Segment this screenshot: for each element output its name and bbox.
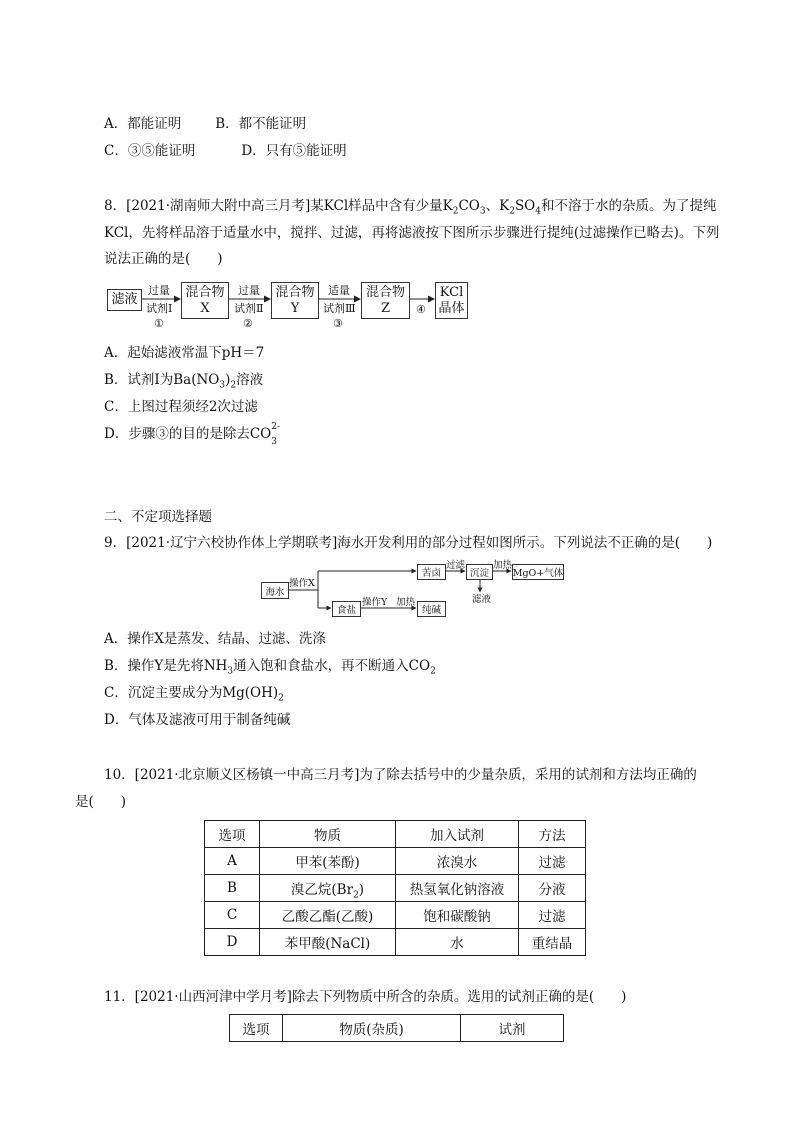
q9-precipitate-box: 沉淀	[466, 564, 493, 580]
q8-kcl-crystal-box: KCl 晶体	[435, 282, 468, 319]
table-row	[205, 929, 586, 956]
reagent-cell: 浓溴水	[396, 848, 519, 875]
header-cell: 物质(杂质)	[283, 1015, 461, 1042]
q10-table	[204, 820, 586, 956]
q8-stem-line3: 说法正确的是( )	[104, 251, 223, 267]
header-cell: 加入试剂	[396, 821, 519, 848]
q7-option-b: B．都不能证明	[215, 116, 307, 132]
q9-bittern-box: 苦卤	[417, 564, 446, 580]
table-header-row	[205, 821, 586, 848]
q9-soda-box: 纯碱	[417, 601, 446, 617]
q8-mixture-z-box: 混合物 Z	[361, 282, 410, 319]
q7-option-a: A．都能证明	[104, 116, 182, 132]
method-cell: 分液	[519, 875, 586, 902]
header-cell: 物质	[260, 821, 396, 848]
substance-cell: 苯甲酸(NaCl)	[260, 929, 396, 956]
q8-option-a: A．起始滤液常温下pH＝7	[104, 345, 265, 361]
reagent-cell: 水	[396, 929, 519, 956]
q8-step2-number: ②	[243, 317, 253, 330]
q8-step3-number: ③	[333, 317, 343, 330]
q9-option-c: C．沉淀主要成分为$Mg(OH)_2$	[104, 685, 284, 704]
substance-cell: 乙酸乙酯(乙酸)	[260, 902, 396, 929]
q9-filtrate-label: 滤液	[472, 594, 492, 605]
option-cell: D	[205, 929, 260, 956]
table-row	[205, 875, 586, 902]
table-row	[205, 848, 586, 875]
q8-option-c: C．上图过程须经2次过滤	[104, 399, 258, 415]
q8-option-d: D．步骤③的目的是除去CO 2- 3	[104, 422, 281, 447]
q7-option-c: C．③⑤能证明	[104, 143, 196, 159]
option-cell: A	[205, 848, 260, 875]
q8-filtrate-box: 滤液	[107, 289, 142, 311]
table-row	[205, 902, 586, 929]
q9-heat2-label: 加热	[396, 597, 416, 608]
method-cell: 过滤	[519, 848, 586, 875]
q11-stem: 11．[2021·山西河津中学月考]除去下列物质中所含的杂质。选用的试剂正确的是( )	[104, 989, 627, 1005]
q10-stem-line1: 10．[2021·北京顺义区杨镇一中高三月考]为了除去括号中的少量杂质，采用的试剂和方法均正确的	[104, 767, 697, 783]
substance-cell: 溴乙烷$(Br_2)$	[260, 875, 396, 902]
q8-step4-number: ④	[416, 303, 426, 316]
q8-stem-line2: KCl，先将样品溶于适量水中，搅拌、过滤，再将滤液按下图所示步骤进行提纯(过滤操作已略去)。下列	[104, 225, 720, 241]
q8-step1-number: ①	[154, 317, 164, 330]
q9-salt-box: 食盐	[332, 601, 361, 617]
q8-option-b: B．试剂Ⅰ为$Ba(NO_3)_2$溶液	[104, 372, 264, 391]
header-cell: 试剂	[461, 1015, 564, 1042]
q9-filter-label: 过滤	[446, 560, 466, 571]
q8-arrow3-top: 适量	[328, 284, 350, 297]
q9-mgo-gas-box: MgO+气体	[512, 564, 564, 580]
q8-arrow1-top: 过量	[148, 284, 170, 297]
q8-arrow2-top: 过量	[238, 284, 260, 297]
q9-option-a: A．操作X是蒸发、结晶、过滤、洗涤	[104, 631, 326, 647]
q9-op-x-label: 操作X	[289, 578, 315, 589]
header-cell: 选项	[205, 821, 260, 848]
option-cell: B	[205, 875, 260, 902]
reagent-cell: 热氢氧化钠溶液	[396, 875, 519, 902]
substance-cell: 甲苯(苯酚)	[260, 848, 396, 875]
header-cell: 选项	[230, 1015, 283, 1042]
q10-stem-line2: 是( )	[75, 794, 127, 810]
q8-arrow2-bottom: 试剂Ⅱ	[234, 302, 264, 315]
q8-arrow3-bottom: 试剂Ⅲ	[323, 302, 356, 315]
q9-stem: 9．[2021·辽宁六校协作体上学期联考]海水开发利用的部分过程如图所示。下列说法不正确的是( )	[104, 535, 713, 551]
q8-mixture-y-box: 混合物 Y	[271, 282, 319, 319]
option-cell: C	[205, 902, 260, 929]
q9-heat1-label: 加热	[493, 560, 513, 571]
q11-table	[229, 1014, 564, 1042]
q7-option-d: D．只有⑤能证明	[241, 143, 347, 159]
q9-op-y-label: 操作Y	[362, 597, 388, 608]
method-cell: 过滤	[519, 902, 586, 929]
table-header-row	[230, 1015, 564, 1042]
header-cell: 方法	[519, 821, 586, 848]
q9-option-d: D．气体及滤液可用于制备纯碱	[104, 712, 291, 728]
q8-arrow1-bottom: 试剂Ⅰ	[146, 302, 173, 315]
q9-seawater-box: 海水	[261, 582, 289, 599]
q8-stem-line1: 8．[2021·湖南师大附中高三月考]某KCl样品中含有少量$K_2CO_3$、$K_2SO_4$和不溶于水的杂质。为了提纯	[104, 198, 717, 217]
method-cell: 重结晶	[519, 929, 586, 956]
reagent-cell: 饱和碳酸钠	[396, 902, 519, 929]
q9-option-b: B．操作Y是先将$NH_3$通入饱和食盐水，再不断通入$CO_2$	[104, 658, 436, 677]
section-2-heading: 二、不定项选择题	[104, 509, 212, 525]
q8-mixture-x-box: 混合物 X	[181, 282, 229, 319]
